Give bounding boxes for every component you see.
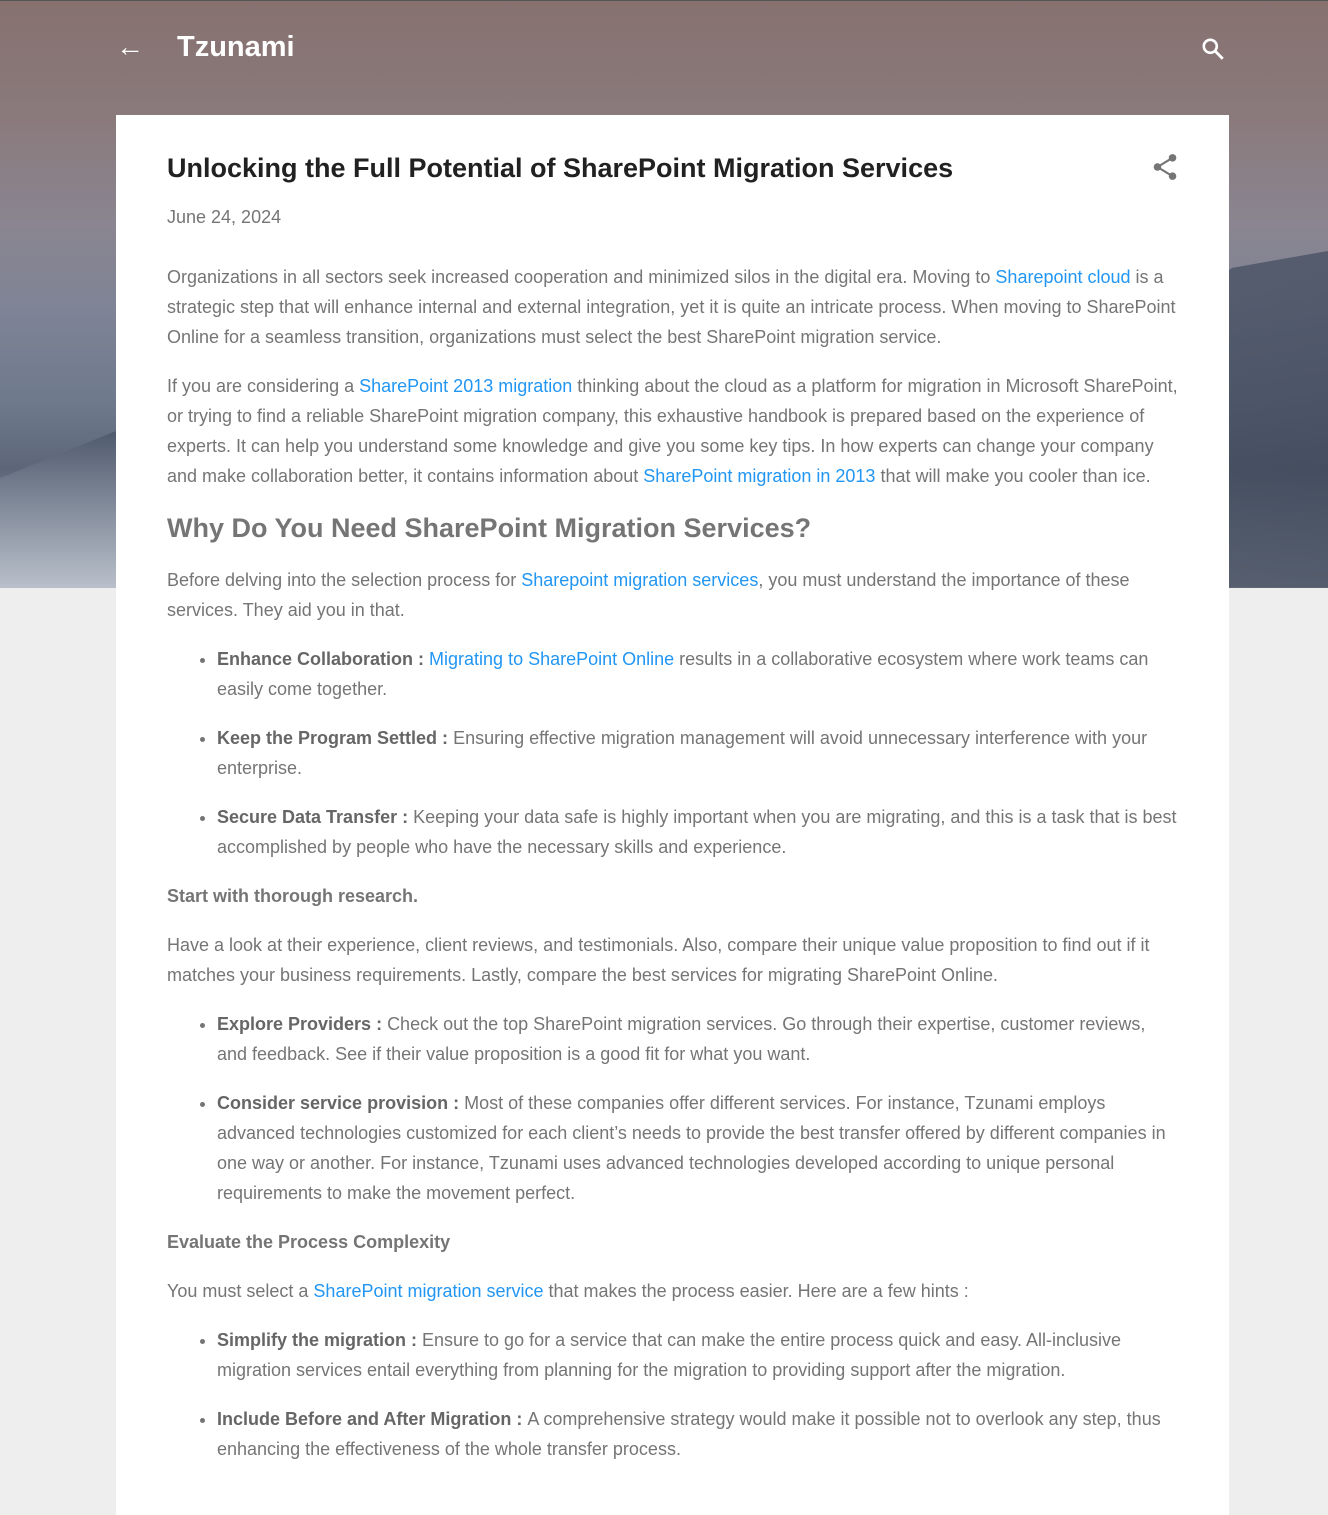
item-label: Consider service provision : [217, 1093, 465, 1113]
benefits-list [217, 644, 1179, 862]
link-migration-service[interactable]: SharePoint migration service [313, 1281, 544, 1301]
text: , you must understand the importance of these services. They aid you in that. [167, 570, 1130, 620]
item-label: Keep the Program Settled : [217, 728, 454, 748]
link-sharepoint-cloud[interactable]: Sharepoint cloud [995, 267, 1131, 287]
subheading: Evaluate the Process Complexity [167, 1232, 451, 1252]
post-body [167, 262, 1179, 1483]
dune-decoration [0, 431, 116, 588]
subheading: Start with thorough research. [167, 886, 419, 906]
item-text: results in a collaborative ecosystem where work teams can easily come together. [217, 649, 1149, 699]
paragraph [167, 371, 1179, 491]
item-label: Include Before and After Migration : [217, 1409, 528, 1429]
text: If you are considering a [167, 376, 360, 396]
text: is a strategic step that will enhance internal and external integration, yet it is quite an intricate process. When moving to SharePoint Online for a seamless transition, organizations must select the best SharePoint migration service. [167, 267, 1176, 347]
list-item [217, 1009, 1179, 1069]
section-heading: Why Do You Need SharePoint Migration Services? [167, 513, 812, 543]
list-item [217, 802, 1179, 862]
link-sharepoint-migration-2013[interactable]: SharePoint migration in 2013 [643, 466, 876, 486]
item-label: Simplify the migration : [217, 1330, 423, 1350]
text: that will make you cooler than ice. [875, 466, 1151, 486]
text: Organizations in all sectors seek increased cooperation and minimized silos in the digital era. Moving to [167, 267, 996, 287]
blog-title[interactable]: Tzunami [177, 31, 295, 63]
share-icon[interactable] [1152, 153, 1178, 181]
item-text: Ensuring effective migration management will avoid unnecessary interference with your enterprise. [217, 728, 1148, 778]
text: that makes the process easier. Here are a few hints : [543, 1281, 969, 1301]
link-migrating-to-sharepoint-online[interactable]: Migrating to SharePoint Online [429, 649, 675, 669]
paragraph [167, 1276, 1179, 1306]
back-arrow-icon[interactable]: ← [116, 31, 144, 62]
list-item [217, 1404, 1179, 1464]
item-label: Enhance Collaboration : [217, 649, 430, 669]
paragraph [167, 565, 1179, 625]
post-date: June 24, 2024 [167, 207, 282, 227]
item-text: Ensure to go for a service that can make the entire process quick and easy. All-inclusive migration services entail everything from planning for the migration to providing support after the migration. [217, 1330, 1122, 1380]
item-text: Most of these companies offer different services. For instance, Tzunami employs advanced technologies customized for each client’s needs to provide the best transfer offered by different companies in one way or another. For instance, Tzunami uses advanced technologies developed according to unique personal requirements to make the movement perfect. [217, 1093, 1166, 1203]
text: Before delving into the selection process for [167, 570, 522, 590]
post-title: Unlocking the Full Potential of SharePoint Migration Services [167, 153, 954, 183]
item-label: Secure Data Transfer : [217, 807, 414, 827]
list-item [217, 1325, 1179, 1385]
post-card [116, 115, 1229, 1515]
research-list [217, 1009, 1179, 1208]
item-text: Keeping your data safe is highly important when you are migrating, and this is a task that is best accomplished by people who have the necessary skills and experience. [217, 807, 1177, 857]
list-item [217, 723, 1179, 783]
item-text: A comprehensive strategy would make it possible not to overlook any step, thus enhancing the effectiveness of the whole transfer process. [217, 1409, 1161, 1459]
item-text: Check out the top SharePoint migration services. Go through their expertise, customer reviews, and feedback. See if their value proposition is a good fit for what you want. [217, 1014, 1146, 1064]
top-bar [116, 28, 1228, 68]
text: thinking about the cloud as a platform for migration in Microsoft SharePoint, or trying to find a reliable SharePoint migration company, this exhaustive handbook is prepared based on the experience of experts. It can help you understand some knowledge and give you some key tips. In how experts can change your company and make collaboration better, it contains information about [167, 376, 1178, 486]
list-item [217, 644, 1179, 704]
paragraph: Have a look at their experience, client reviews, and testimonials. Also, compare their unique value proposition to find out if it matches your business requirements. Lastly, compare the best services for migrating SharePoint Online. [167, 935, 1150, 985]
link-migration-services[interactable]: Sharepoint migration services [521, 570, 759, 590]
list-item [217, 1088, 1179, 1208]
text: You must select a [167, 1281, 314, 1301]
search-icon[interactable] [1200, 36, 1226, 62]
hints-list [217, 1325, 1179, 1464]
item-label: Explore Providers : [217, 1014, 388, 1034]
link-sharepoint-2013-migration[interactable]: SharePoint 2013 migration [359, 376, 573, 396]
paragraph [167, 262, 1179, 352]
